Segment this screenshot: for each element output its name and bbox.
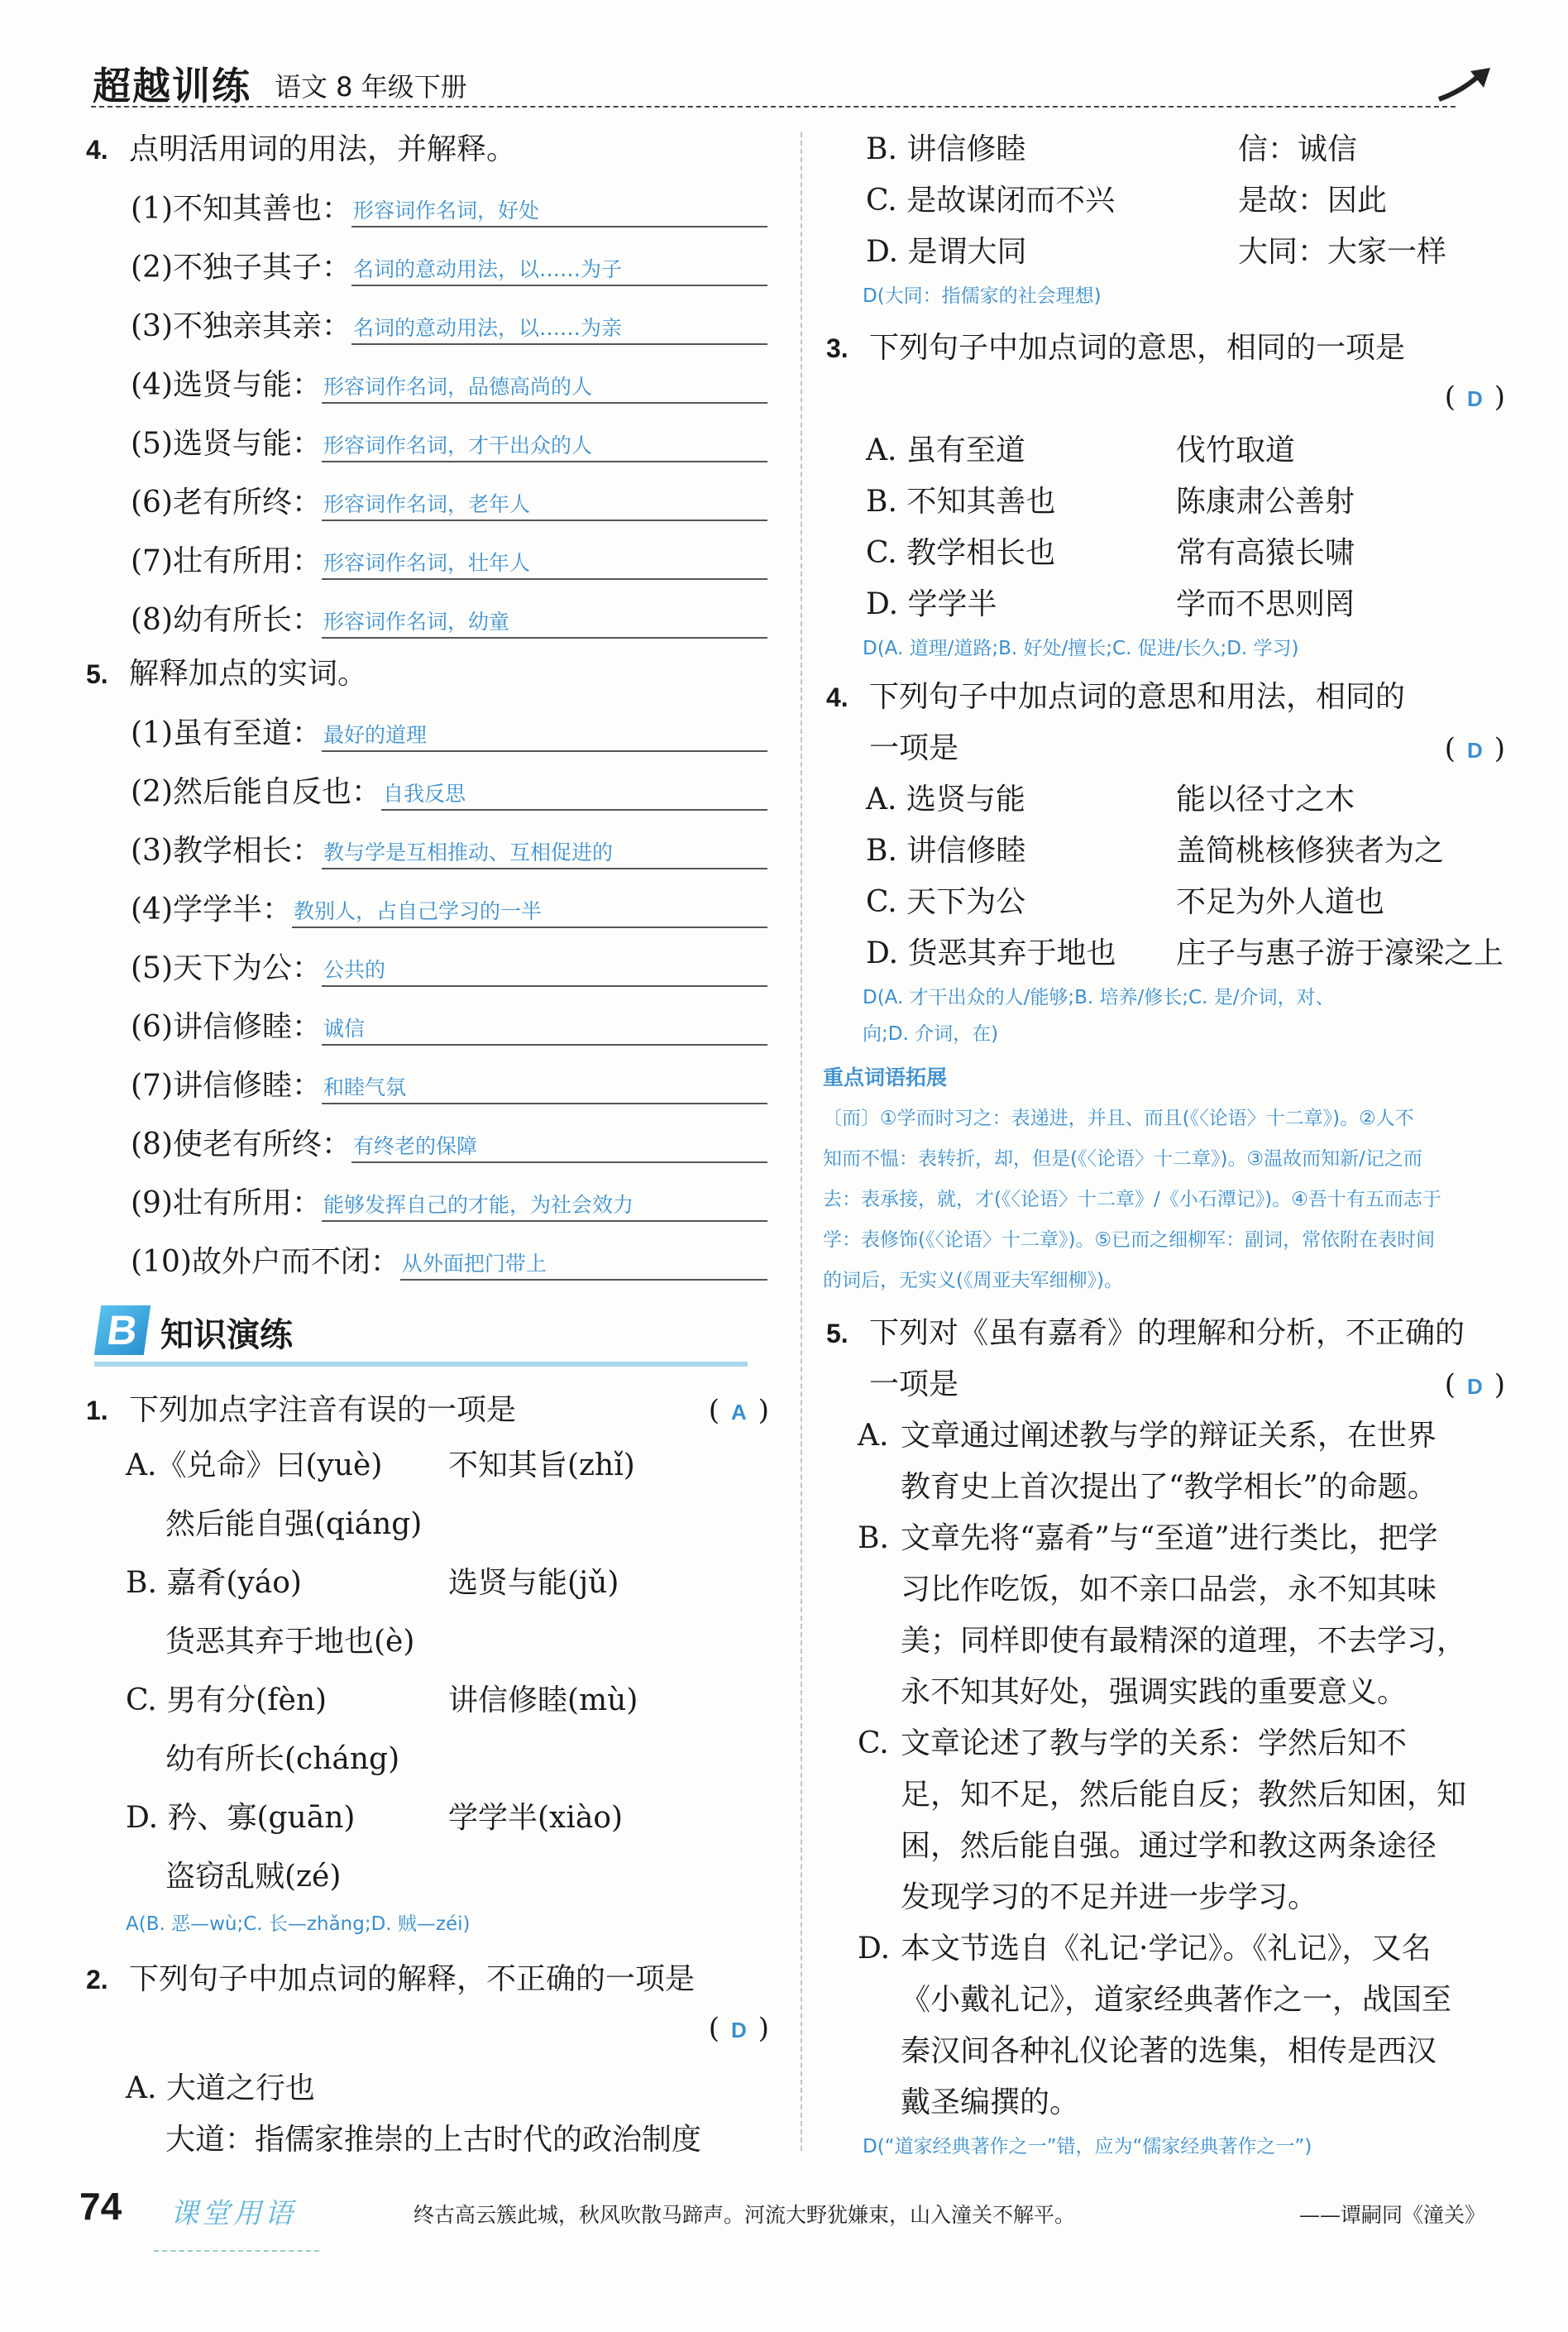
option-block [823,1513,1513,1718]
q5-fill-list [83,700,777,1287]
option-text: C. 男有分(fèn) [126,1683,327,1717]
question-prompt: 下列对《虽有嘉肴》的理解和分析，不正确的 [869,1316,1465,1350]
option-block [823,1923,1513,2128]
option-text: C. 天下为公 [866,885,1026,919]
answer-note: D(A. 才干出众的人/能够;B. 培养/修长;C. 是/介词，对、 [863,987,1335,1008]
option-continuation: 货恶其弃于地也(è) [165,1625,415,1659]
option-row [823,175,1513,227]
option-row [823,579,1513,630]
item-answer: 诚信 [322,1013,767,1046]
question-number: 4. [86,135,108,165]
option-body [901,1513,1513,1718]
option-row [83,1671,777,1731]
option-block [823,1718,1513,1923]
question-prompt: 下列加点字注音有误的一项是 [129,1393,517,1427]
option-text: 学而不思则罔 [1176,587,1355,621]
item-question: (6)老有所终： [131,486,322,520]
focus-line: 的词后，无实义(《周亚夫军细柳》)。 [823,1270,1123,1291]
option-text: 信：诚信 [1238,132,1358,166]
option-text: A. 虽有至道 [866,433,1025,467]
mc2-options-continued [823,124,1513,278]
mc-question-5 [823,1308,1513,1359]
option-text: D. 矜、寡(guān) [126,1801,356,1835]
item-question: (4)学学半： [131,893,292,927]
option-body [901,1923,1513,2128]
fill-item [83,352,777,410]
answer-note: D(大同：指儒家的社会理想) [863,285,1102,307]
right-column [823,124,1513,2165]
option-row [823,826,1513,877]
item-question: (8)使老有所终： [131,1128,351,1161]
mc-question-1 [83,1385,777,1436]
item-answer: 形容词作名词，壮年人 [322,547,767,580]
option-line: 困，然后能自强。通过学和教这两条途径 [901,1829,1437,1863]
option-a-definition [83,2114,777,2166]
item-question: (7)讲信修睦： [131,1069,322,1103]
mc5-options [823,1410,1513,2128]
question-prompt: 下列句子中加点词的解释，不正确的一项是 [129,1962,696,1996]
mc4-options [823,774,1513,979]
fill-item [83,1170,777,1228]
question-number: 4. [826,682,849,712]
footer-rule [154,2250,319,2252]
option-text: D. 学学半 [866,587,997,621]
option-line: 足，知不足，然后能自反；教然后知困，知 [901,1778,1467,1812]
option-text: B. 讲信修睦 [866,834,1026,868]
fill-item [83,817,777,876]
section-badge: B [94,1305,151,1355]
option-text: 不知其旨(zhǐ) [448,1449,635,1482]
item-answer: 形容词作名词，品德高尚的人 [322,371,767,404]
item-question: (2)不独子其子： [131,251,351,285]
option-continuation: 幼有所长(cháng) [165,1742,400,1776]
focus-words-title: 重点词语拓展 [823,1065,948,1089]
option-label: C. [858,1726,889,1760]
option-line: 秦汉间各种礼仪论著的选集，相传是西汉 [901,2034,1437,2068]
item-answer: 教与学是互相推动、互相促进的 [322,836,767,869]
item-question: (1)虽有至道： [131,716,322,750]
item-answer: 形容词作名词，幼童 [322,606,767,639]
page-header [83,50,1505,116]
option-row [823,124,1513,175]
focus-line: 学：表修饰(《〈论语〉十二章》)。⑤已而之细柳军：副词，常依附在表时间 [823,1229,1436,1251]
option-line: 发现学习的不足并进一步学习。 [901,1880,1318,1914]
fill-item [83,175,777,234]
item-answer: 名词的意动用法，以……为子 [351,253,767,286]
option-text: B. 不知其善也 [866,485,1056,519]
item-answer: 和睦气氛 [322,1071,767,1104]
answer-letter: D [1466,1374,1483,1399]
swoosh-arrow-icon [1437,66,1495,103]
fill-item [83,469,777,528]
option-line: 《小戴礼记》，道家经典著作之一，战国至 [901,1983,1452,2017]
option-label: A. [858,1419,889,1453]
option-text: 伐竹取道 [1176,433,1296,467]
mc-question-4-cont [823,723,1513,774]
mc3-options [823,425,1513,630]
answer-letter: D [730,2018,747,2042]
item-question: (3)不独亲其亲： [131,309,351,343]
question-prompt: 一项是 [869,731,959,765]
option-line: 本文节选自《礼记·学记》。《礼记》，又名 [901,1932,1432,1966]
option-text: 大同：大家一样 [1238,235,1447,269]
mc-question-4 [823,672,1513,723]
option-text: D. 货恶其弃于地也 [866,936,1116,970]
focus-line: 〔而〕①学而时习之：表递进，并且、而且(《〈论语〉十二章》)。②人不 [823,1108,1414,1129]
option-a [83,2063,777,2114]
question-5 [83,649,777,700]
section-underline [94,1362,748,1367]
answer-bracket: ( D ) [708,2012,769,2045]
option-text: A. 选贤与能 [866,783,1025,816]
question-4 [83,124,777,175]
option-row [823,877,1513,928]
question-number: 5. [826,1319,849,1348]
answer-letter: D [1466,738,1483,763]
option-text: C. 是故谋闭而不兴 [866,184,1116,218]
answer-note: D(A. 道理/道路;B. 好处/擅长;C. 促进/长久;D. 学习) [863,638,1299,659]
question-prompt: 下列句子中加点词的意思和用法，相同的 [869,680,1406,714]
question-number: 1. [86,1396,108,1425]
fill-item [83,759,777,817]
option-body [901,1410,1513,1513]
item-answer: 教别人，占自己学习的一半 [292,895,767,928]
option-text: 选贤与能(jǔ) [448,1566,619,1600]
answer-letter: D [1466,386,1483,411]
focus-line: 去：表承接，就，才(《〈论语〉十二章》/《小石潭记》)。④吾十有五而志于 [823,1189,1441,1210]
option-continuation: 盗窃乱贼(zé) [165,1860,342,1894]
focus-words-body [823,1099,1513,1301]
question-prompt: 下列句子中加点词的意思，相同的一项是 [869,331,1406,365]
option-text: 大道：指儒家推崇的上古时代的政治制度 [165,2123,702,2157]
item-question: (5)天下为公： [131,951,322,985]
answer-note: A(B. 恶—wù;C. 长—zhǎng;D. 贼—zéi) [126,1913,471,1935]
book-subtitle: 语文 8 年级下册 [275,71,467,103]
option-body [901,1718,1513,1923]
item-answer: 形容词作名词，好处 [351,194,767,227]
option-line: 戴圣编撰的。 [901,2085,1080,2119]
item-question: (1)不知其善也： [131,192,351,226]
option-line: 永不知其好处，强调实践的重要意义。 [901,1675,1408,1709]
option-line: 文章论述了教与学的关系：学然后知不 [901,1726,1408,1760]
section-b-header [83,1295,777,1372]
option-text: 常有高猿长啸 [1176,536,1355,570]
header-rule [91,106,1456,108]
item-question: (8)幼有所长： [131,603,322,637]
item-question: (5)选贤与能： [131,427,322,461]
option-line: 文章通过阐述教与学的辩证关系，在世界 [901,1419,1437,1453]
option-text: 讲信修睦(mù) [448,1683,638,1717]
item-question: (6)讲信修睦： [131,1010,322,1044]
mc1-options [83,1436,777,1906]
column-divider [801,132,802,2151]
option-row [823,476,1513,528]
fill-item [83,528,777,587]
option-text: 能以径寸之木 [1176,783,1355,816]
footer-source: ——谭嗣同《潼关》 [1298,2203,1485,2227]
left-column [83,124,777,2166]
answer-bracket: ( A ) [708,1394,769,1427]
mc-question-3 [823,323,1513,374]
fill-item [83,1228,777,1287]
item-question: (4)选贤与能： [131,368,322,402]
item-question: (2)然后能自反也： [131,775,381,809]
item-answer: 自我反思 [381,778,767,811]
item-answer: 形容词作名词，才干出众的人 [322,429,767,462]
fill-item [83,935,777,994]
item-answer: 公共的 [322,954,767,987]
footer-tag: 课堂用语 [170,2197,296,2230]
fill-item [83,234,777,293]
option-text: C. 教学相长也 [866,536,1056,570]
option-text: 陈康肃公善射 [1176,485,1355,519]
item-question: (3)教学相长： [131,834,322,868]
option-row [83,1554,777,1613]
option-row [823,528,1513,579]
fill-item [83,994,777,1052]
option-text: D. 是谓大同 [866,235,1027,269]
footer-quote: 终古高云簇此城，秋风吹散马蹄声。河流大野犹嫌束，山入潼关不解平。 [414,2203,1076,2227]
fill-item [83,1052,777,1111]
item-question: (7)壮有所用： [131,544,322,578]
question-number: 5. [86,659,108,689]
option-row [823,774,1513,826]
option-text: 学学半(xiào) [448,1801,624,1835]
option-label: B. [858,1521,889,1555]
option-line: 美；同样即使有最精深的道理，不去学习， [901,1624,1467,1658]
question-number: 3. [826,333,849,363]
page-number: 74 [79,2185,122,2228]
item-question: (10)故外户而不闭： [131,1245,400,1279]
answer-note: D(“道家经典著作之一”错，应为“儒家经典著作之一”) [863,2136,1312,2157]
item-answer: 能够发挥自己的才能，为社会效力 [322,1189,767,1222]
item-answer: 从外面把门带上 [400,1247,767,1281]
answer-bracket: ( D ) [1444,381,1505,414]
option-text: 盖简桃核修狭者为之 [1176,834,1445,868]
option-row [823,425,1513,476]
option-row [83,1436,777,1496]
answer-letter: A [730,1400,747,1425]
question-prompt: 解释加点的实词。 [129,657,368,691]
option-label: D. [858,1932,891,1966]
answer-bracket: ( D ) [1444,732,1505,765]
option-row [83,1789,777,1848]
option-text: A.《兑命》曰(yuè) [126,1449,383,1482]
question-number: 2. [86,1965,108,1994]
focus-line: 知而不愠：表转折，却，但是(《〈论语〉十二章》)。③温故而知新/记之而 [823,1148,1422,1170]
item-answer: 有终老的保障 [351,1130,767,1163]
fill-item [83,293,777,352]
question-prompt: 一项是 [869,1367,959,1401]
item-answer: 最好的道理 [322,719,767,752]
option-text: 庄子与惠子游于濠梁之上 [1176,936,1504,970]
option-continuation: 然后能自强(qiáng) [165,1507,423,1541]
option-text: B. 讲信修睦 [866,132,1026,166]
option-block [823,1410,1513,1513]
option-text: A. 大道之行也 [126,2071,315,2105]
question-prompt: 点明活用词的用法，并解释。 [129,132,517,166]
mc-question-2 [83,1954,777,2005]
item-answer: 形容词作名词，老年人 [322,488,767,521]
option-text: 是故：因此 [1238,184,1388,218]
option-line: 习比作吃饭，如不亲口品尝，永不知其味 [901,1573,1437,1607]
fill-item [83,700,777,759]
item-question: (9)壮有所用： [131,1186,322,1220]
q4-fill-list [83,175,777,645]
answer-bracket: ( D ) [1444,1368,1505,1401]
answer-note: 向;D. 介词，在) [863,1023,999,1045]
fill-item [83,410,777,469]
item-answer: 名词的意动用法，以……为亲 [351,312,767,345]
fill-item [83,1111,777,1170]
fill-item [83,876,777,935]
option-line: 文章先将“嘉肴”与“至道”进行类比，把学 [901,1521,1438,1555]
option-row [823,227,1513,278]
option-row [823,928,1513,979]
book-title: 超越训练 [93,64,251,108]
mc-question-5-cont [823,1359,1513,1410]
fill-item [83,587,777,645]
option-text: 不足为外人道也 [1176,885,1385,919]
section-title: 知识演练 [160,1316,293,1354]
option-line: 教育史上首次提出了“教学相长”的命题。 [901,1470,1437,1504]
option-text: B. 嘉肴(yáo) [126,1566,302,1600]
